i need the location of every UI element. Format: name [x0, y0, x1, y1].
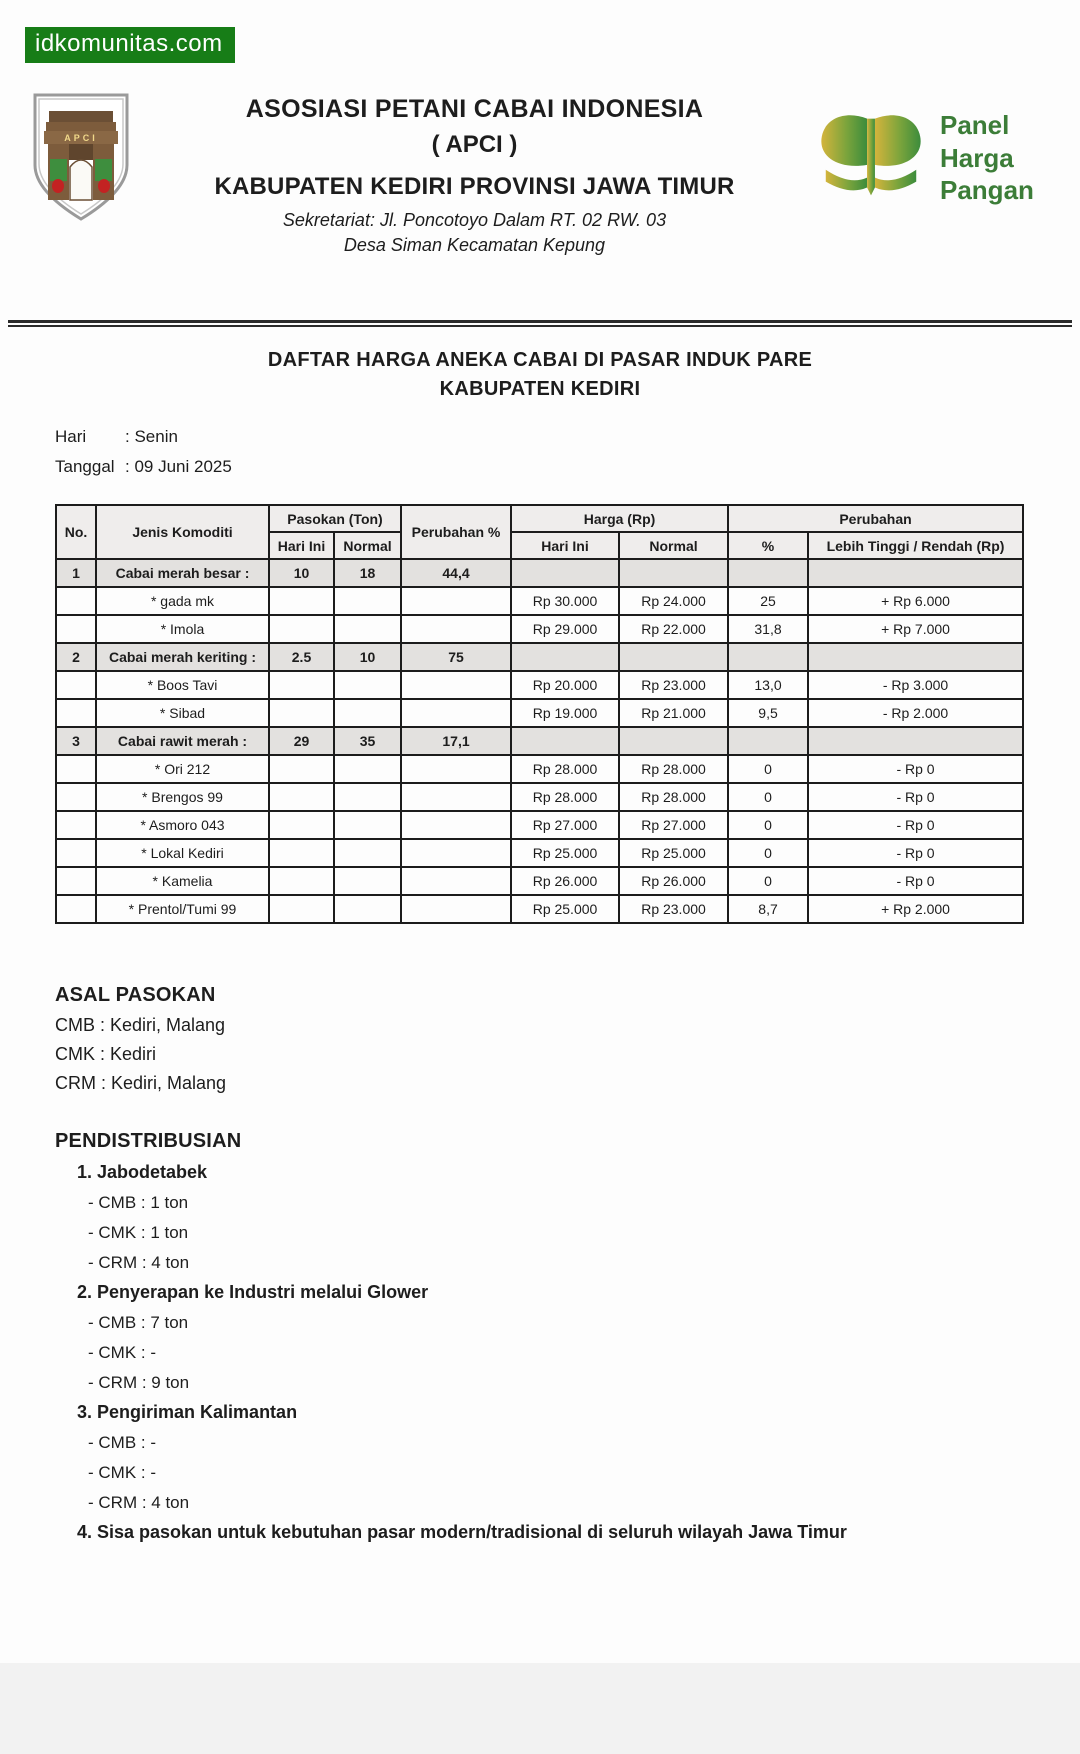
- document-title-line1: DAFTAR HARGA ANEKA CABAI DI PASAR INDUK PARE: [267, 349, 813, 371]
- double-rule-divider: [8, 320, 1072, 327]
- col-no: No.: [56, 505, 96, 559]
- distribution-sub-line: - CRM : 9 ton: [88, 1373, 190, 1392]
- price-table-header: [56, 505, 1023, 559]
- origin-line: CMB : Kediri, Malang: [55, 1015, 226, 1035]
- distribution-section: [55, 1130, 1080, 1543]
- table-row: * Brengos 99 Rp 28.000 Rp 28.000 0 - Rp 0: [56, 783, 1023, 811]
- distribution-sub-line: - CMB : 7 ton: [88, 1313, 189, 1332]
- table-row: * Prentol/Tumi 99 Rp 25.000 Rp 23.000 8,7 + Rp 2.000: [56, 895, 1023, 923]
- distribution-sub-line: - CRM : 4 ton: [88, 1493, 190, 1512]
- col-supply-group: Pasokan (Ton): [269, 505, 401, 532]
- secretariat-address-line2: Desa Siman Kecamatan Kepung: [343, 235, 606, 255]
- table-row: * Imola Rp 29.000 Rp 22.000 31,8 + Rp 7.000: [56, 615, 1023, 643]
- table-row: * gada mk Rp 30.000 Rp 24.000 25 + Rp 6.000: [56, 587, 1023, 615]
- distribution-sub-line: - CMK : -: [88, 1343, 156, 1362]
- origin-line: CRM : Kediri, Malang: [55, 1073, 227, 1093]
- origin-line: CMK : Kediri: [55, 1044, 157, 1064]
- table-row: * Ori 212 Rp 28.000 Rp 28.000 0 - Rp 0: [56, 755, 1023, 783]
- panel-harga-pangan-label: [940, 109, 1034, 207]
- day-row: [55, 427, 1080, 447]
- date-label: Tanggal: [55, 457, 115, 476]
- document-title: [0, 349, 1080, 401]
- col-supply-today: Hari Ini: [269, 532, 334, 559]
- svg-text:APCI: APCI: [64, 133, 98, 143]
- col-price-group: Harga (Rp): [511, 505, 728, 532]
- day-value: : Senin: [125, 427, 178, 446]
- table-row: * Boos Tavi Rp 20.000 Rp 23.000 13,0 - Rp 3.000: [56, 671, 1023, 699]
- distribution-sub-line: - CRM : 4 ton: [88, 1253, 190, 1272]
- watermark-badge: idkomunitas.com: [25, 27, 235, 63]
- table-row: * Lokal Kediri Rp 25.000 Rp 25.000 0 - Rp 0: [56, 839, 1023, 867]
- distribution-heading: PENDISTRIBUSIAN: [55, 1130, 242, 1152]
- supply-origin-lines: [55, 1015, 1080, 1094]
- phh-line2: Harga: [940, 142, 1014, 173]
- col-pct: %: [728, 532, 808, 559]
- distribution-sub-line: - CMB : 1 ton: [88, 1193, 189, 1212]
- table-row: 3 Cabai rawit merah : 29 35 17,1: [56, 727, 1023, 755]
- letterhead-text: [137, 87, 812, 256]
- col-price-normal: Normal: [619, 532, 728, 559]
- table-row: 2 Cabai merah keriting : 2.5 10 75: [56, 643, 1023, 671]
- table-row: * Sibad Rp 19.000 Rp 21.000 9,5 - Rp 2.000: [56, 699, 1023, 727]
- panel-harga-pangan-icon: [812, 110, 930, 205]
- document-title-line2: KABUPATEN KEDIRI: [439, 378, 641, 400]
- apci-shield-logo-icon: [25, 87, 137, 227]
- org-region: KABUPATEN KEDIRI PROVINSI JAWA TIMUR: [214, 173, 735, 200]
- table-row: * Kamelia Rp 26.000 Rp 26.000 0 - Rp 0: [56, 867, 1023, 895]
- distribution-item-label: 2. Penyerapan ke Industri melalui Glower: [77, 1282, 429, 1302]
- day-label: Hari: [55, 427, 87, 446]
- col-supply-normal: Normal: [334, 532, 401, 559]
- letterhead: [0, 87, 1080, 256]
- distribution-sub-line: - CMK : -: [88, 1463, 156, 1482]
- supply-origin-heading: ASAL PASOKAN: [55, 984, 216, 1006]
- org-abbr: ( APCI ): [431, 131, 518, 158]
- col-price-today: Hari Ini: [511, 532, 619, 559]
- distribution-item-label: 3. Pengiriman Kalimantan: [77, 1402, 298, 1422]
- col-change-group: Perubahan: [728, 505, 1023, 532]
- distribution-sub-line: - CMB : -: [88, 1433, 156, 1452]
- date-value: : 09 Juni 2025: [125, 457, 232, 476]
- distribution-sub-line: - CMK : 1 ton: [88, 1223, 189, 1242]
- col-diff: Lebih Tinggi / Rendah (Rp): [808, 532, 1023, 559]
- distribution-item-label: 1. Jabodetabek: [77, 1162, 208, 1182]
- col-commodity: Jenis Komoditi: [96, 505, 269, 559]
- phh-line3: Pangan: [940, 175, 1034, 205]
- panel-harga-pangan-logo: [812, 87, 1044, 207]
- table-row: 1 Cabai merah besar : 10 18 44,4: [56, 559, 1023, 587]
- distribution-list: [55, 1162, 1080, 1543]
- col-change-pct: Perubahan %: [401, 505, 511, 559]
- phh-line1: Panel: [940, 110, 1010, 140]
- org-name: ASOSIASI PETANI CABAI INDONESIA: [245, 95, 704, 123]
- date-row: [55, 457, 1080, 477]
- price-table: [55, 504, 1024, 924]
- distribution-item-label: 4. Sisa pasokan untuk kebutuhan pasar modern/tradisional di seluruh wilayah Jawa Timur: [77, 1522, 847, 1542]
- secretariat-address-line1: Sekretariat: Jl. Poncotoyo Dalam RT. 02 RW. 03: [282, 210, 667, 230]
- document-meta: [55, 427, 1080, 477]
- supply-origin-section: [55, 984, 1080, 1094]
- table-row: * Asmoro 043 Rp 27.000 Rp 27.000 0 - Rp 0: [56, 811, 1023, 839]
- price-table-body: [56, 559, 1023, 923]
